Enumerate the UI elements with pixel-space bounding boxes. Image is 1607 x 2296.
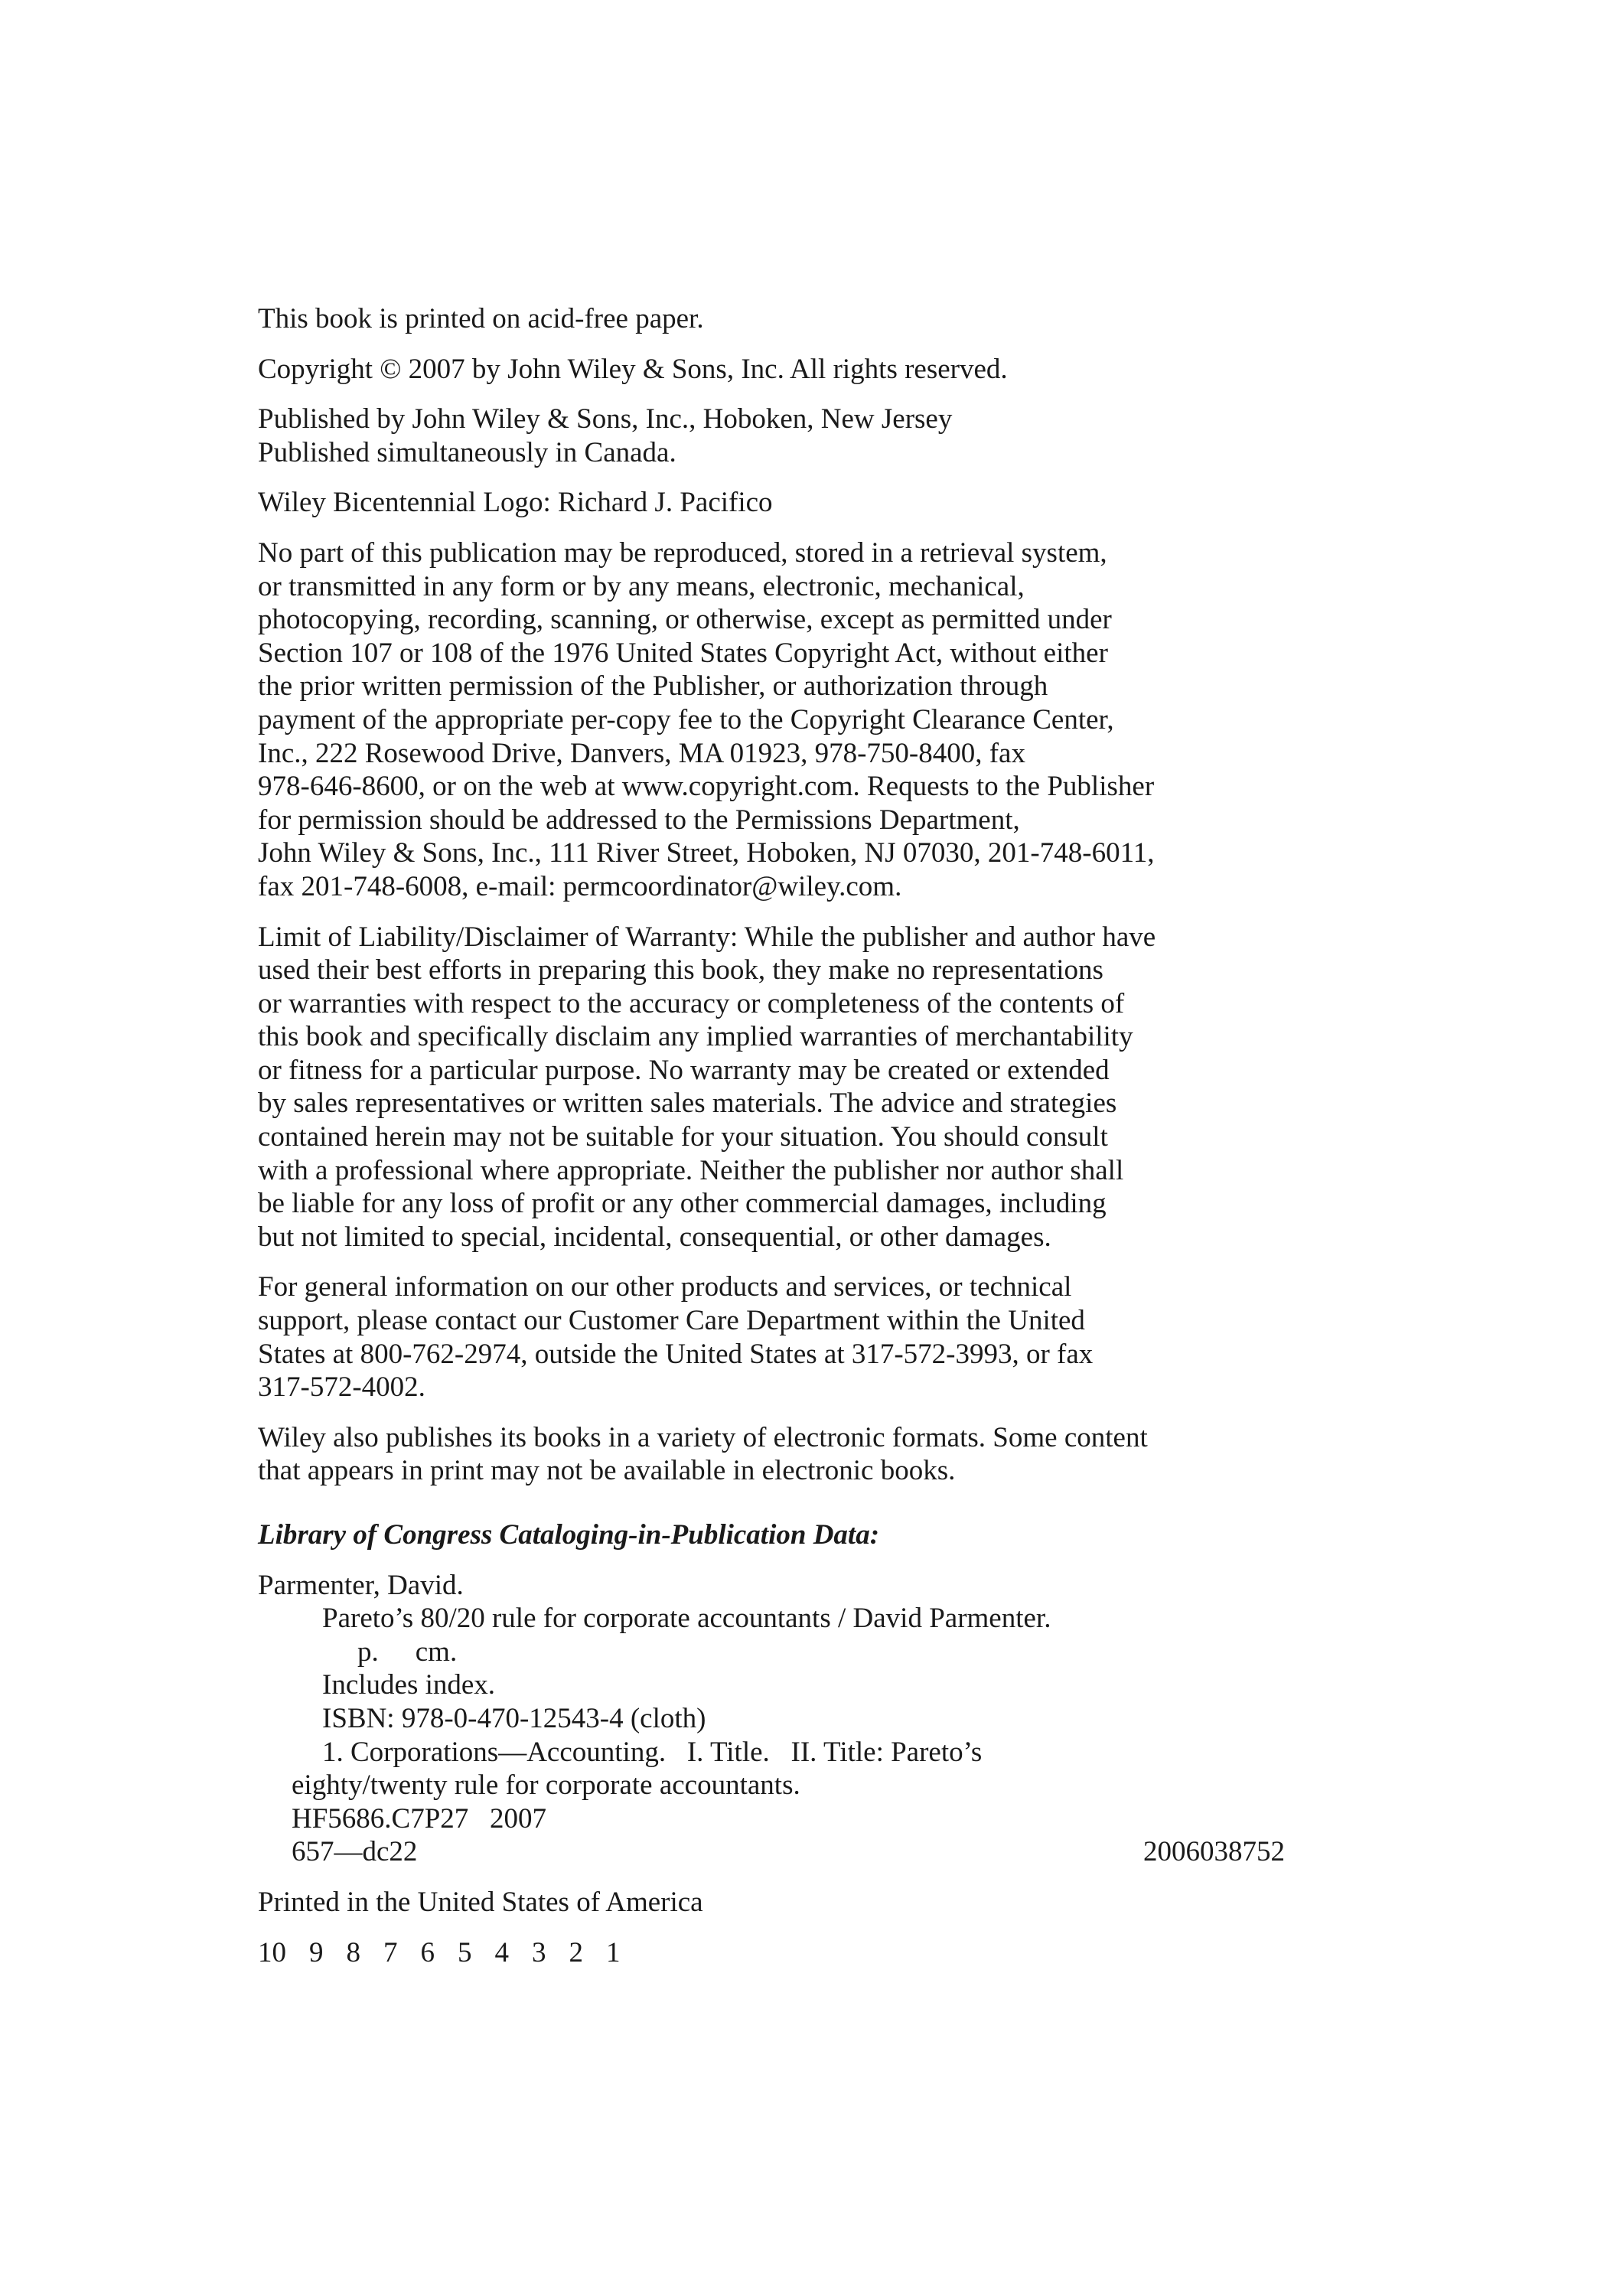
cip-heading: Library of Congress Cataloging-in-Publication Data:: [258, 1519, 880, 1551]
print-number: 5: [458, 1936, 472, 1968]
general-information: For general information on our other products and services, or technical support, please contact our Customer Care Department within the United States at 800-762-2974, outside the United States at 317-572-3993, or fax 317-572-4002.: [258, 1271, 1094, 1404]
publisher-notice: Published by John Wiley & Sons, Inc., Hoboken, New Jersey Published simultaneously in Canada.: [258, 403, 953, 468]
cip-title: Pareto’s 80/20 rule for corporate accountants / David Parmenter.: [322, 1603, 1051, 1635]
cip-dewey: 657—dc22: [292, 1836, 418, 1868]
electronic-formats-notice: Wiley also publishes its books in a variety of electronic formats. Some content that appears in print may not be available in electronic books.: [258, 1421, 1148, 1487]
permissions-paragraph: No part of this publication may be reproduced, stored in a retrieval system, or transmitted in any form or by any means, electronic, mechanical, photocopying, recording, scanning, or otherwise, except as permitted under Section 107 or 108 of the 1976 United States Copyright Act, without either the prior written permission of the Publisher, or authorization through payment of the appropriate per-copy fee to the Copyright Clearance Center, Inc., 222 Rosewood Drive, Danvers, MA 01923, 978-750-8400, fax 978-646-8600, or on the web at www.copyright.com. Requests to the Publisher for permission should be addressed to the Permissions Department, John Wiley & Sons, Inc., 111 River Street, Hoboken, NJ 07030, 201-748-6011, fax 201-748-6008, e-mail: permcoordinator@wiley.com.: [258, 536, 1155, 902]
cip-isbn: ISBN: 978-0-470-12543-4 (cloth): [322, 1702, 706, 1734]
acid-free-notice: This book is printed on acid-free paper.: [258, 303, 704, 334]
print-number: 8: [346, 1936, 360, 1968]
print-number: 10: [258, 1936, 286, 1968]
printed-in: Printed in the United States of America: [258, 1886, 703, 1918]
print-number: 3: [532, 1936, 546, 1968]
copyright-page: [258, 302, 1329, 1986]
cip-subjects: 1. Corporations—Accounting. I. Title. II. Title: Pareto’s: [322, 1736, 983, 1768]
cip-author: Parmenter, David.: [258, 1569, 464, 1601]
print-number: 2: [569, 1936, 583, 1968]
print-line: [258, 1936, 1329, 1970]
cip-lccn: 2006038752: [1143, 1836, 1285, 1868]
print-number: 7: [383, 1936, 398, 1968]
print-number: 4: [494, 1936, 509, 1968]
liability-disclaimer: Limit of Liability/Disclaimer of Warranty: While the publisher and author have used their best efforts in preparing this book, they make no representations or warranties with respect to the accuracy or completeness of the contents of this book and specifically disclaim any implied warranties of merchantability or fitness for a particular purpose. No warranty may be created or extended by sales representatives or written sales materials. The advice and strategies contained herein may not be suitable for your situation. You should consult with a professional where appropriate. Neither the publisher nor author shall be liable for any loss of profit or any other commercial damages, including but not limited to special, incidental, consequential, or other damages.: [258, 921, 1156, 1253]
print-number: 9: [309, 1936, 324, 1968]
cip-record: [258, 1569, 1329, 1869]
print-number: 1: [606, 1936, 621, 1968]
cip-lc-class: HF5686.C7P27 2007: [292, 1802, 547, 1835]
cip-index-note: Includes index.: [322, 1669, 496, 1701]
cip-subjects-continued: eighty/twenty rule for corporate accountants.: [292, 1769, 800, 1802]
print-number: 6: [420, 1936, 435, 1968]
copyright-notice: Copyright © 2007 by John Wiley & Sons, Inc. All rights reserved.: [258, 353, 1008, 385]
logo-credit: Wiley Bicentennial Logo: Richard J. Pacifico: [258, 487, 773, 519]
cip-pagination: p. cm.: [357, 1636, 458, 1668]
cip-dewey-row: [258, 1835, 1285, 1869]
